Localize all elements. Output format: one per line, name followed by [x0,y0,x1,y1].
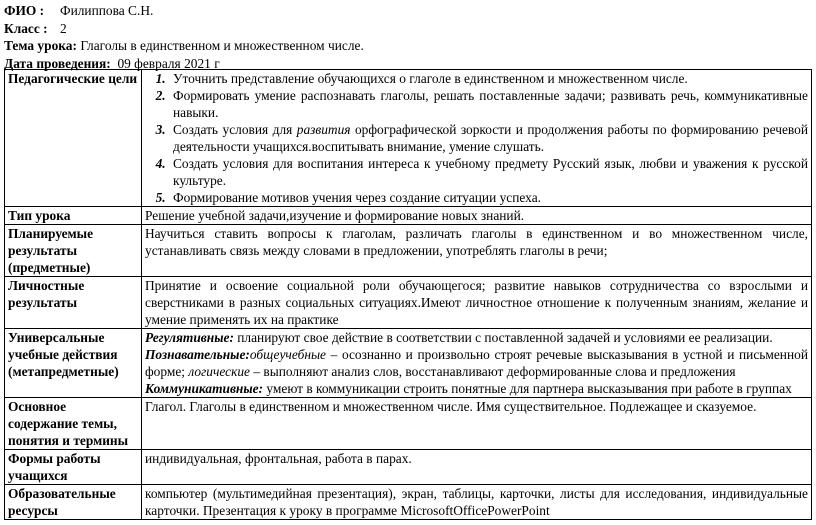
uud-com-text: умеют в коммуникации строить понятные для партнера высказывания при работе в группах [263,381,792,396]
lesson-plan-table [4,69,812,520]
goal-item: 2. Формировать умение распознавать глаголы, решать поставленные задачи; развивать речь, коммуникативные навыки. [169,87,808,121]
uud-com-label: Коммуникативные: [145,381,264,396]
goal-3-rest: орфографической зоркости и продолжения работы по формированию речевой деятельности учащихся.воспитывать внимание, умение слушать. [173,122,809,154]
subject-results-row [5,225,812,277]
personal-results-label: Личностные результаты [5,277,142,329]
goals-list [145,70,808,206]
uud-cog-text2: – выполняют анализ слов, восстанавливают деформированные слова и предложения [249,364,736,379]
forms-value: индивидуальная, фронтальная, работа в парах. [142,450,812,485]
uud-reg-label: Регулятивные: [145,330,234,345]
resources-row [5,485,812,520]
forms-label: Формы работы учащихся [5,450,142,485]
resources-label: Образовательные ресурсы [5,485,142,520]
topic-value: Глаголы в единственном и множественном числе. [80,38,364,53]
topic-line [4,37,812,55]
goal-item [169,121,808,155]
uud-communicative [145,380,808,397]
class-label: Класс : [4,20,48,36]
uud-cognitive [145,346,808,380]
goal-3-italic: развития [296,122,351,137]
goal-3-prefix: Создать условия для [173,122,297,137]
forms-row [5,450,812,485]
uud-reg-text: планируют свое действие в соответствии с поставленной задачей и условиями ее реализации. [233,330,773,345]
uud-cog-sub2: логические [188,364,250,379]
fio-label: ФИО : [4,3,45,18]
personal-results-value: Принятие и освоение социальной роли обучающегося; развитие навыков сотрудничества со взрослыми и сверстниками в разных социальных ситуациях.Имеют личностное отношение к полученным знаниям, желание и умение применять их на практике [142,277,812,329]
uud-cog-label: Познавательные: [145,347,250,362]
lesson-type-row [5,207,812,225]
lesson-type-label: Тип урока [5,207,142,225]
uud-cell [142,329,812,398]
date-value: 09 февраля 2021 г [117,55,220,71]
goals-cell [142,70,812,207]
goal-item: 5. Формирование мотивов учения через создание ситуации успеха. [169,189,808,206]
personal-results-row [5,277,812,329]
resources-value: компьютер (мультимедийная презентация), экран, таблицы, карточки, листы для исследования, индивидуальные карточки. Презентация к уроку в программе MicrosoftOfficePowerPoint [142,485,812,520]
date-label: Дата проведения: [4,55,111,71]
content-row [5,398,812,450]
uud-cog-sub1: общеучебные [249,347,326,362]
goals-row [5,70,812,207]
uud-label: Универсальные учебные действия (метапредметные) [5,329,142,398]
class-line [4,20,812,38]
fio-value: Филиппова С.Н. [60,3,154,18]
class-value: 2 [60,20,67,36]
uud-cog-text1: – осознанно и произвольно строят речевые высказывания в устной и письменной форме; [145,347,808,379]
goal-item: 1. Уточнить представление обучающихся о глаголе в единственном и множественном числе. [169,70,808,87]
subject-results-value: Научиться ставить вопросы к глаголам, различать глаголы в единственном и во множественном числе, устанавливать связь между словами в предложении, употреблять глаголы в речи; [142,225,812,277]
goal-item: 4. Создать условия для воспитания интереса к учебному предмету Русский язык, любви и уважения к русской культуре. [169,155,808,189]
uud-row [5,329,812,398]
goals-label: Педагогические цели [5,70,142,207]
uud-regulative [145,329,808,346]
content-value: Глагол. Глаголы в единственном и множественном числе. Имя существительное. Подлежащее и сказуемое. [142,398,812,450]
content-label: Основное содержание темы, понятия и термины [5,398,142,450]
subject-results-label: Планируемые результаты (предметные) [5,225,142,277]
document-header [4,2,812,72]
fio-line [4,2,812,20]
lesson-type-value: Решение учебной задачи,изучение и формирование новых знаний. [142,207,812,225]
topic-label: Тема урока: [4,38,77,53]
